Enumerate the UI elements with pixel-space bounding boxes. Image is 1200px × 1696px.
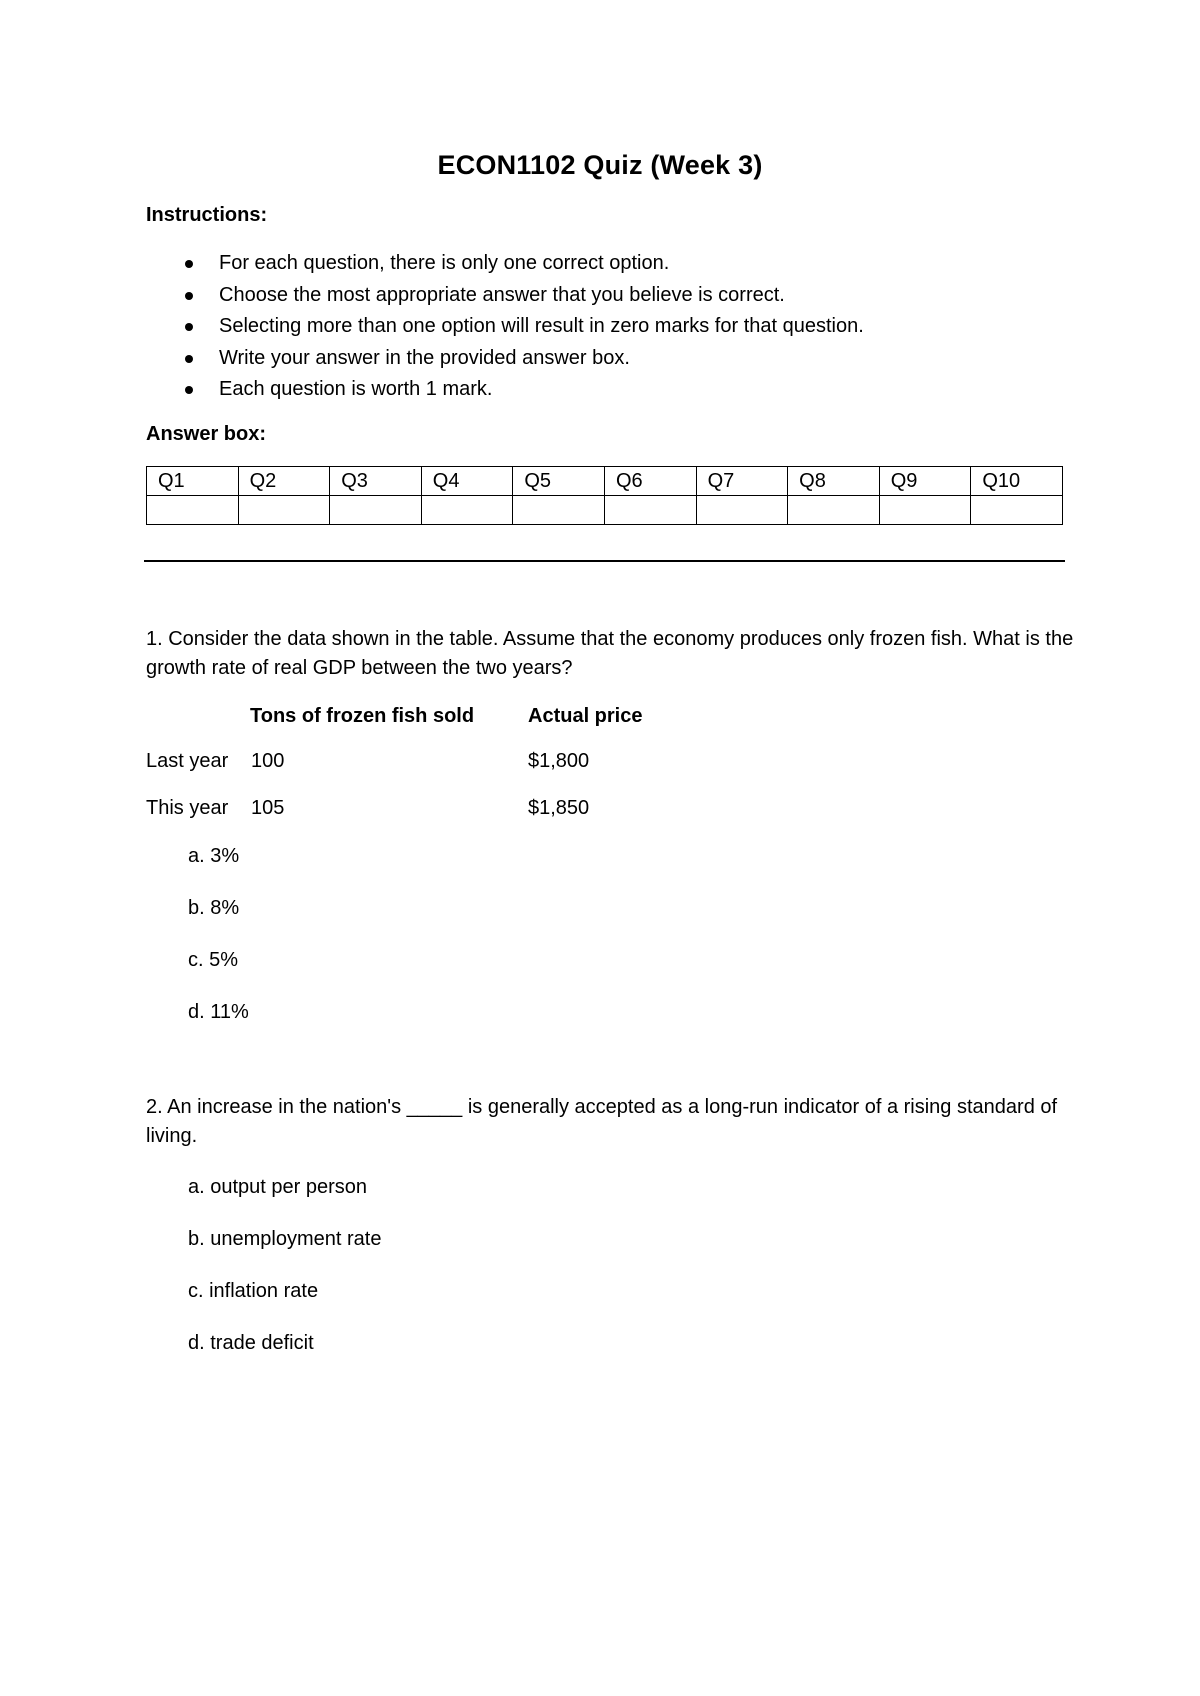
data-table-cell-price: $1,850	[528, 797, 590, 819]
question-1-option-d: d. 11%	[188, 1001, 249, 1023]
answer-cell-q5[interactable]	[513, 496, 605, 525]
question-2-option-b: b. unemployment rate	[188, 1228, 382, 1250]
data-table-row-label: Last year	[146, 750, 229, 772]
answer-box-header: Q4	[421, 467, 513, 496]
answer-box-header: Q2	[238, 467, 330, 496]
answer-box-header: Q6	[604, 467, 696, 496]
instructions-heading: Instructions:	[146, 204, 268, 226]
instruction-item: Selecting more than one option will result in zero marks for that question.	[146, 311, 864, 343]
answer-cell-q7[interactable]	[696, 496, 788, 525]
bullet-icon	[185, 355, 193, 363]
question-1-option-a: a. 3%	[188, 845, 240, 867]
question-1-option-b: b. 8%	[188, 897, 240, 919]
answer-cell-q4[interactable]	[421, 496, 513, 525]
answer-box-header: Q1	[147, 467, 239, 496]
question-1-option-c: c. 5%	[188, 949, 239, 971]
bullet-icon	[185, 260, 193, 268]
data-table-cell-tons: 105	[251, 797, 285, 819]
answer-box-header: Q8	[788, 467, 880, 496]
answer-box-heading: Answer box:	[146, 423, 267, 445]
question-2-option-a: a. output per person	[188, 1176, 368, 1198]
answer-box-header-row	[147, 467, 1063, 496]
answer-cell-q2[interactable]	[238, 496, 330, 525]
instructions-list	[146, 248, 864, 406]
answer-cell-q1[interactable]	[147, 496, 239, 525]
data-table-header-price: Actual price	[528, 705, 643, 727]
question-2-text: 2. An increase in the nation's _____ is generally accepted as a long-run indicator of a rising standard of living.	[146, 1096, 1058, 1147]
bullet-icon	[185, 386, 193, 394]
instruction-item: Write your answer in the provided answer box.	[146, 343, 864, 375]
instruction-item: For each question, there is only one correct option.	[146, 248, 864, 280]
answer-box-answer-row	[147, 496, 1063, 525]
answer-cell-q9[interactable]	[879, 496, 971, 525]
answer-box-header: Q5	[513, 467, 605, 496]
answer-cell-q3[interactable]	[330, 496, 422, 525]
question-1-text: 1. Consider the data shown in the table. Assume that the economy produces only frozen fish. What is the growth rate of real GDP between the two years?	[146, 628, 1074, 679]
data-table-cell-tons: 100	[251, 750, 285, 772]
answer-cell-q10[interactable]	[971, 496, 1063, 525]
question-2-option-d: d. trade deficit	[188, 1332, 314, 1354]
answer-box-header: Q10	[971, 467, 1063, 496]
instruction-item: Choose the most appropriate answer that you believe is correct.	[146, 280, 864, 312]
bullet-icon	[185, 292, 193, 300]
answer-cell-q6[interactable]	[604, 496, 696, 525]
section-divider	[144, 560, 1065, 562]
answer-box-table	[146, 466, 1063, 525]
data-table-header-tons: Tons of frozen fish sold	[250, 705, 475, 727]
bullet-icon	[185, 323, 193, 331]
question-2-option-c: c. inflation rate	[188, 1280, 319, 1302]
data-table-cell-price: $1,800	[528, 750, 590, 772]
page-title: ECON1102 Quiz (Week 3)	[437, 150, 763, 180]
data-table-row-label: This year	[146, 797, 229, 819]
answer-cell-q8[interactable]	[788, 496, 880, 525]
answer-box-header: Q7	[696, 467, 788, 496]
answer-box-header: Q3	[330, 467, 422, 496]
answer-box-header: Q9	[879, 467, 971, 496]
instruction-item: Each question is worth 1 mark.	[146, 374, 864, 406]
